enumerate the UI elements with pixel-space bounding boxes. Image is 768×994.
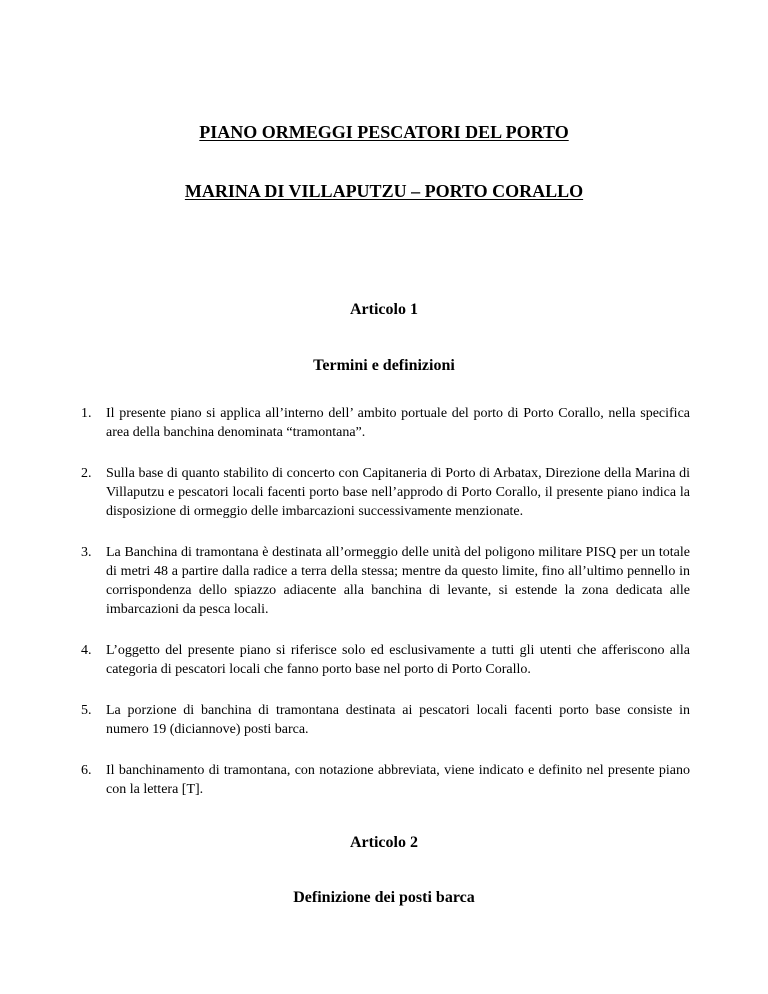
list-item-text: La Banchina di tramontana è destinata all’ormeggio delle unità del poligono militare PISQ per un totale di metri 48 a partire dalla radice a terra della stessa; mentre da questo limite, fino all’ultimo pennello in corrispondenza dello spiazzo adiacente alla banchina di levante, si estende la zona dedicata alle imbarcazioni da pesca locali. xyxy=(106,545,690,617)
article-1-title: Termini e definizioni xyxy=(313,357,455,374)
list-item-number: 1. xyxy=(81,406,92,421)
article-2-number: Articolo 2 xyxy=(350,834,418,851)
list-item xyxy=(81,641,690,679)
list-item-number: 2. xyxy=(81,466,92,481)
list-item-number: 4. xyxy=(81,643,92,658)
document-title-line-1: PIANO ORMEGGI PESCATORI DEL PORTO xyxy=(199,122,569,142)
list-item-text: La porzione di banchina di tramontana destinata ai pescatori locali facenti porto base consiste in numero 19 (diciannove) posti barca. xyxy=(106,703,690,737)
list-item xyxy=(81,701,690,739)
list-item-number: 5. xyxy=(81,703,92,718)
list-item xyxy=(81,761,690,799)
list-item-text: Sulla base di quanto stabilito di concerto con Capitaneria di Porto di Arbatax, Direzione della Marina di Villaputzu e pescatori locali facenti porto base nell’approdo di Porto Corallo, il presente piano indica la disposizione di ormeggio delle imbarcazioni successivamente menzionate. xyxy=(106,466,690,519)
list-item-text: Il banchinamento di tramontana, con notazione abbreviata, viene indicato e definito nel presente piano con la lettera [T]. xyxy=(106,763,690,797)
list-item-number: 6. xyxy=(81,763,92,778)
article-1-items xyxy=(81,404,690,799)
document-title-line-2: MARINA DI VILLAPUTZU – PORTO CORALLO xyxy=(184,181,584,201)
list-item-text: L’oggetto del presente piano si riferisce solo ed esclusivamente a tutti gli utenti che afferiscono alla categoria di pescatori locali che fanno porto base nel porto di Porto Corallo. xyxy=(106,643,690,677)
list-item xyxy=(81,464,690,521)
list-item xyxy=(81,404,690,442)
list-item-text: Il presente piano si applica all’interno dell’ ambito portuale del porto di Porto Corallo, nella specifica area della banchina denominata “tramontana”. xyxy=(106,406,690,440)
article-2-title: Definizione dei posti barca xyxy=(293,889,475,906)
list-item-number: 3. xyxy=(81,545,92,560)
list-item xyxy=(81,543,690,619)
article-1-number: Articolo 1 xyxy=(350,301,418,318)
